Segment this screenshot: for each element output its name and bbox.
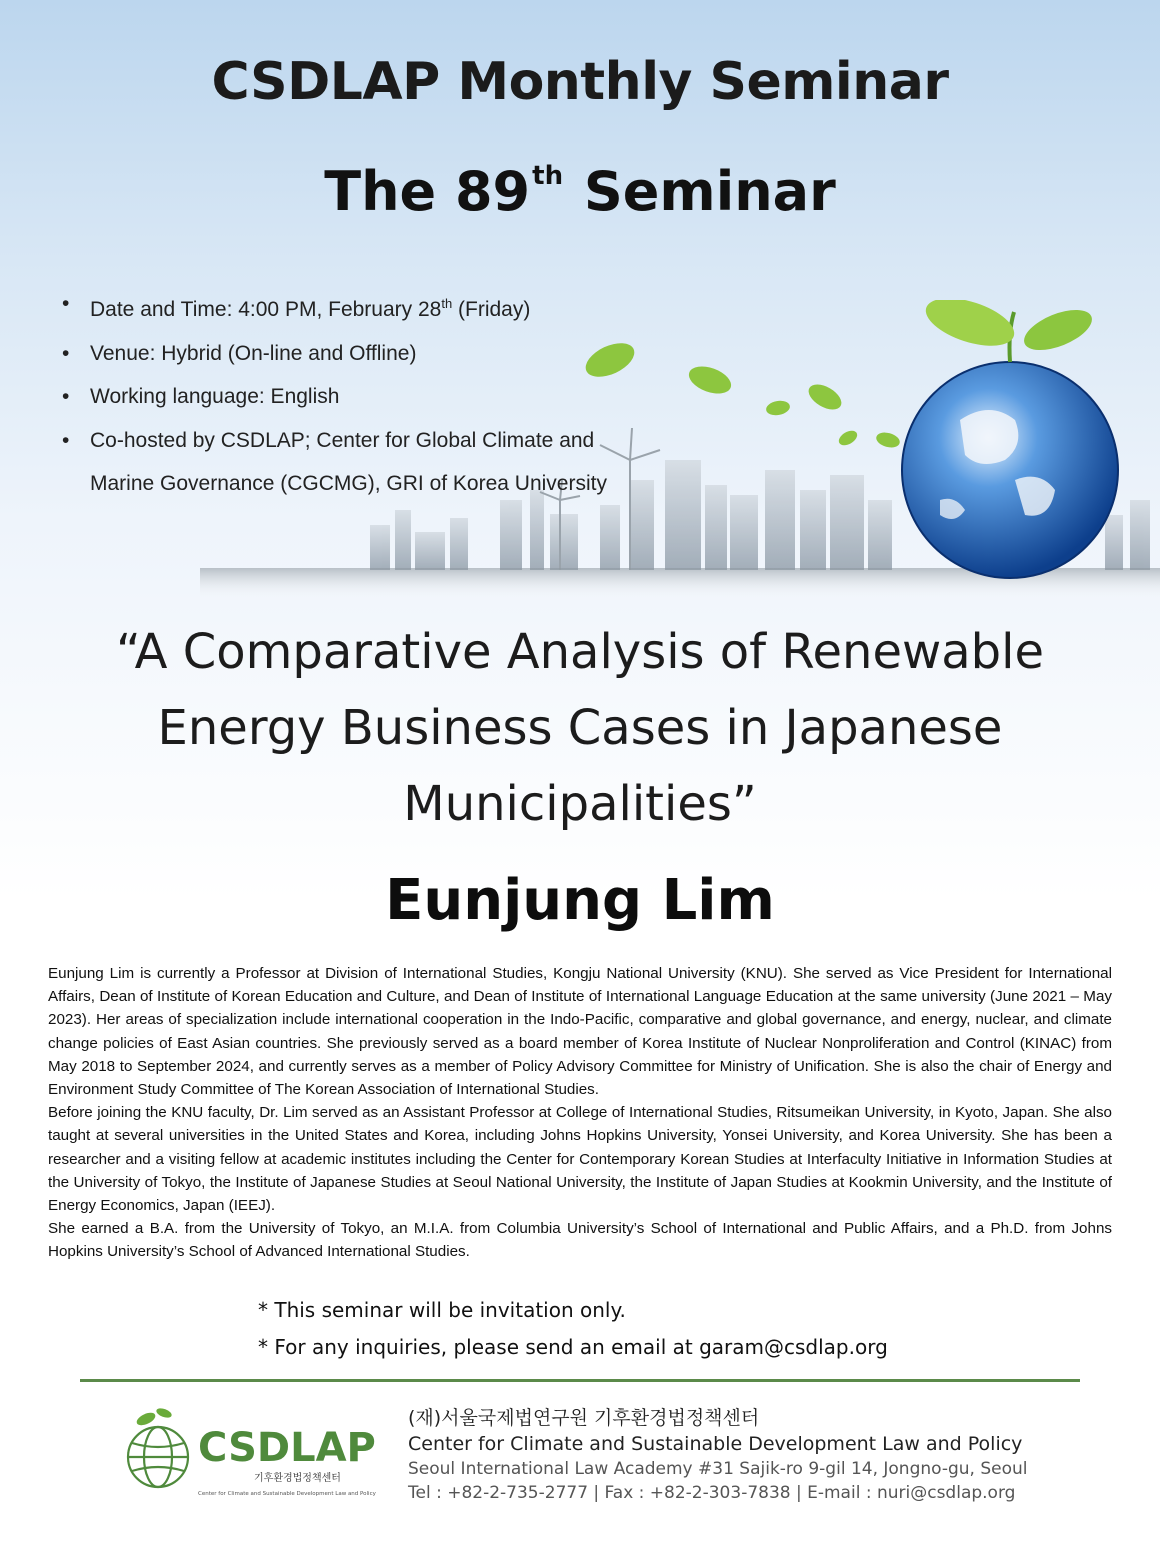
- organization-info: [408, 1405, 1088, 1505]
- inquiry-note: * For any inquiries, please send an email at garam@csdlap.org: [258, 1335, 888, 1359]
- org-name-english: Center for Climate and Sustainable Development Law and Policy: [408, 1433, 1023, 1455]
- event-details-list: [62, 282, 642, 506]
- detail-date: [62, 282, 642, 332]
- seminar-word: Seminar: [583, 160, 836, 223]
- detail-venue: • Venue: Hybrid (On-line and Offline): [62, 332, 642, 376]
- seminar-number: The 89: [324, 160, 531, 223]
- seminar-ordinal: th: [532, 161, 564, 191]
- org-address: Seoul International Law Academy #31 Sajik-ro 9-gil 14, Jongno-gu, Seoul: [408, 1459, 1028, 1479]
- detail-date-day: (Friday): [452, 298, 531, 321]
- sprout-icon: [920, 300, 1097, 362]
- talk-title-line: Municipalities”: [403, 776, 757, 832]
- org-name-korean: (재)서울국제법연구원 기후환경법정책센터: [408, 1407, 760, 1429]
- logo-wordmark: CSDLAP: [198, 1425, 376, 1471]
- talk-title-line: “A Comparative Analysis of Renewable: [115, 624, 1045, 680]
- logo-globe-icon: [128, 1427, 188, 1487]
- speaker-name: Eunjung Lim: [385, 868, 775, 933]
- detail-date-ordinal: th: [441, 296, 453, 311]
- globe-icon: [902, 362, 1118, 578]
- invitation-note: * This seminar will be invitation only.: [258, 1298, 626, 1322]
- bio-paragraph: She earned a B.A. from the University of Tokyo, an M.I.A. from Columbia University’s School of International and Public Affairs, and a Ph.D. from Johns Hopkins University’s School of Advanced International Studies.: [48, 1220, 1112, 1261]
- speaker-bio: [48, 962, 1112, 1264]
- seminar-series-title: CSDLAP Monthly Seminar: [211, 52, 949, 112]
- talk-title: [40, 614, 1120, 842]
- logo-english-subtitle: Center for Climate and Sustainable Development Law and Policy: [198, 1491, 376, 1497]
- seminar-number-title: [0, 160, 1160, 223]
- footer-divider: [80, 1379, 1080, 1382]
- logo-sprout-icon: [135, 1407, 173, 1428]
- detail-language: • Working language: English: [62, 375, 642, 419]
- seminar-notes: [258, 1292, 1138, 1366]
- logo-korean-subtitle: 기후환경법정책센터: [254, 1473, 341, 1484]
- bio-paragraph: Eunjung Lim is currently a Professor at Division of International Studies, Kongju National University (KNU). She served as Vice President for International Affairs, Dean of Institute of Korean Education and Culture, and Dean of Institute of International Language Education at the same university (June 2021 – May 2023). Her areas of specialization include international cooperation in the Indo-Pacific, comparative and global governance, and energy, nuclear, and climate change policies of East Asian countries. She previously served as a board member of Korea Institute of Nuclear Nonproliferation and Control (KINAC) from May 2018 to September 2024, and currently serves as a member of Policy Advisory Committee for Ministry of Unification. She is also the chair of Energy and Environment Study Committee of The Korean Association of International Studies.: [48, 965, 1112, 1099]
- csdlap-logo: [120, 1405, 380, 1501]
- talk-title-line: Energy Business Cases in Japanese: [157, 700, 1003, 756]
- detail-date-text: Date and Time: 4:00 PM, February 28: [90, 298, 442, 321]
- detail-cohost: • Co-hosted by CSDLAP; Center for Global Climate and Marine Governance (CGCMG), GRI of Korea University: [62, 419, 642, 506]
- bio-paragraph: Before joining the KNU faculty, Dr. Lim served as an Assistant Professor at College of International Studies, Ritsumeikan University, in Kyoto, Japan. She also taught at several universities in the United States and Korea, including Johns Hopkins University, Yonsei University, and Korea University. She has been a researcher and a visiting fellow at academic institutes including the Center for Contemporary Korean Studies at Interfaculty Initiative in Information Studies at the University of Tokyo, the Institute of Japanese Studies at Seoul National University, the Institute of Japan Studies at Kookmin University, and the Institute of Energy Economics, Japan (IEEJ).: [48, 1104, 1112, 1215]
- org-contact: Tel : +82-2-735-2777 | Fax : +82-2-303-7838 | E-mail : nuri@csdlap.org: [408, 1483, 1016, 1503]
